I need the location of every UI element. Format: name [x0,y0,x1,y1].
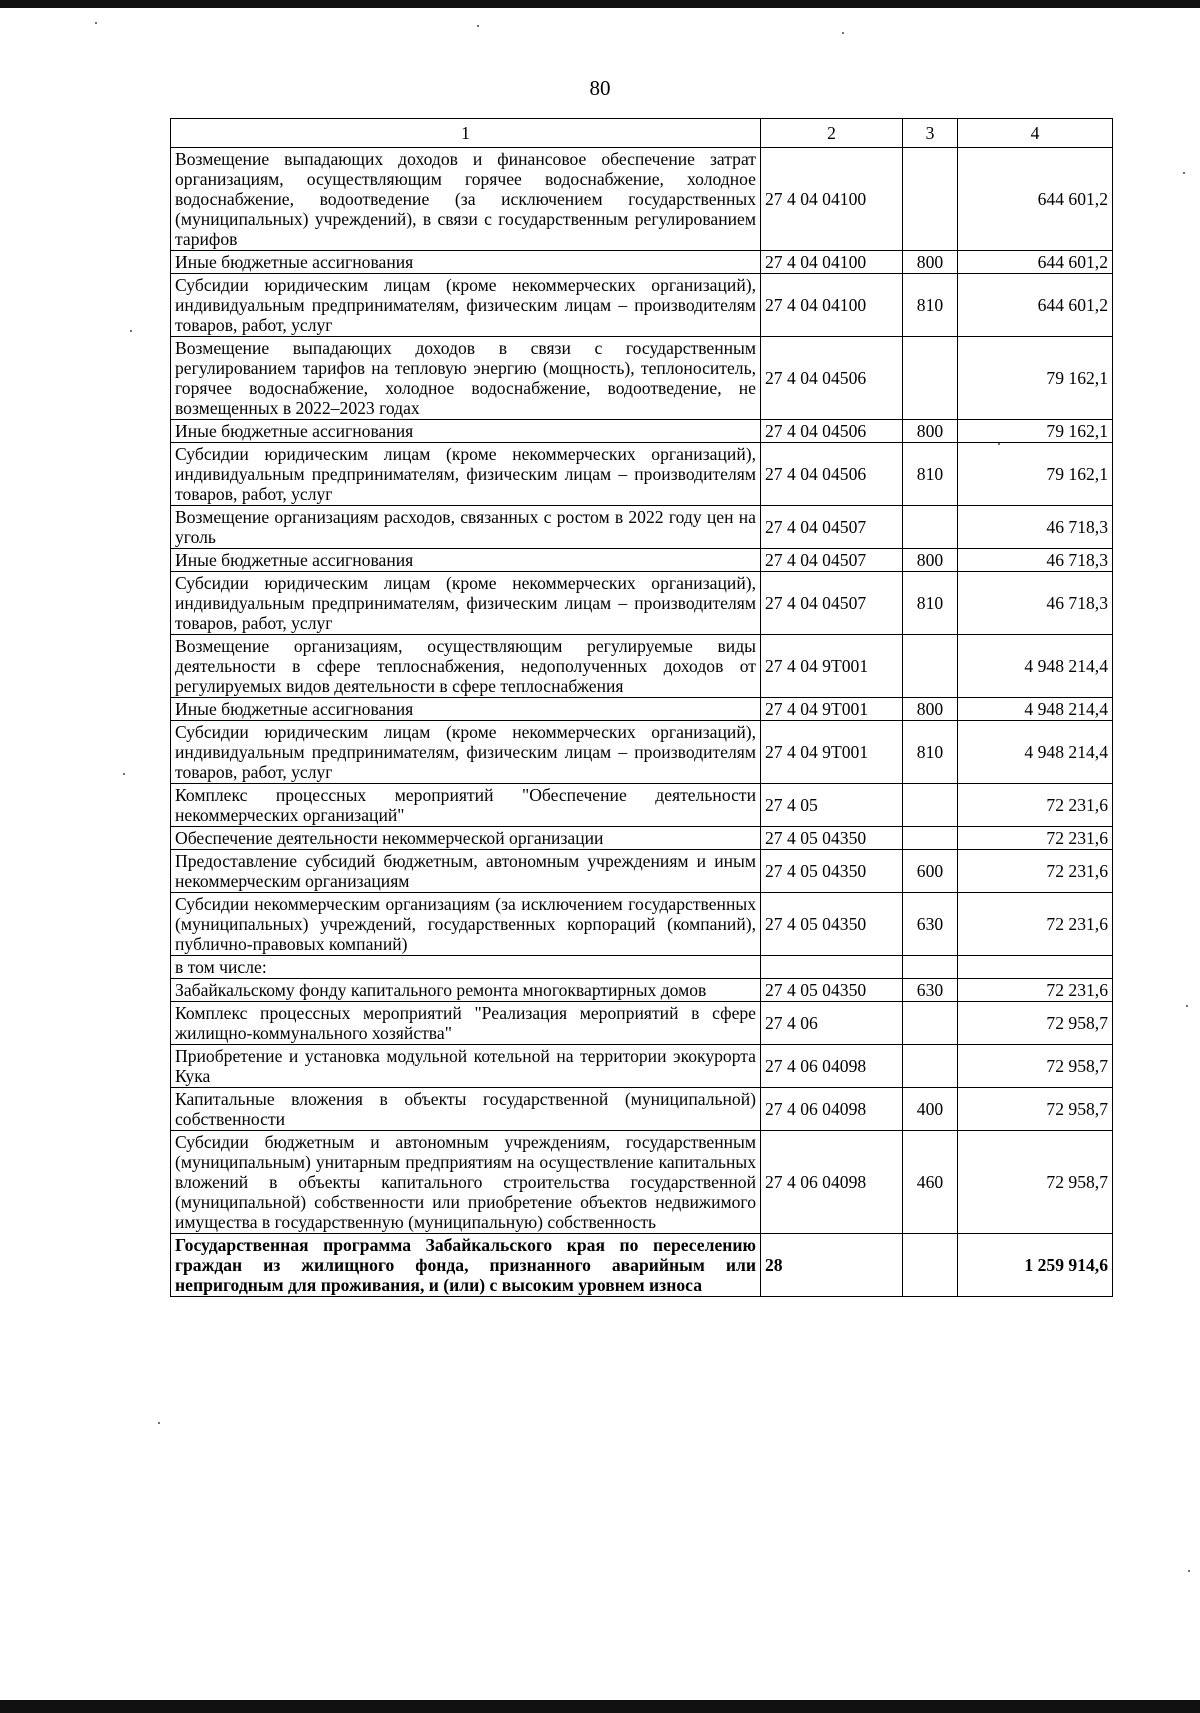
row-code [761,956,903,979]
table-row [171,549,1113,572]
table-row [171,850,1113,893]
row-name: Субсидии юридическим лицам (кроме некоммерческих организаций), индивидуальным предпринимателям, физическим лицам – производителям товаров, работ, услуг [171,274,761,337]
row-amount: 644 601,2 [958,251,1113,274]
row-code: 27 4 05 04350 [761,827,903,850]
table-row [171,506,1113,549]
row-expense-type: 630 [903,979,958,1002]
table-row [171,572,1113,635]
row-name: Возмещение организациям расходов, связанных с ростом в 2022 году цен на уголь [171,506,761,549]
row-expense-type [903,1002,958,1045]
row-name: Иные бюджетные ассигнования [171,549,761,572]
row-amount: 4 948 214,4 [958,721,1113,784]
row-expense-type: 630 [903,893,958,956]
row-expense-type [903,827,958,850]
scan-speck [998,443,1000,445]
scan-speck [1186,1005,1188,1007]
row-name: в том числе: [171,956,761,979]
table-header-row [171,119,1113,148]
row-amount: 72 958,7 [958,1045,1113,1088]
row-expense-type: 600 [903,850,958,893]
row-expense-type: 800 [903,420,958,443]
row-expense-type: 800 [903,698,958,721]
row-code: 27 4 04 04100 [761,251,903,274]
row-amount: 79 162,1 [958,420,1113,443]
table-row [171,443,1113,506]
row-code: 27 4 04 04506 [761,337,903,420]
table-row [171,827,1113,850]
row-amount [958,956,1113,979]
row-code: 27 4 04 04100 [761,274,903,337]
table-row [171,721,1113,784]
scan-speck [123,773,125,775]
row-amount: 46 718,3 [958,549,1113,572]
row-code: 27 4 04 04507 [761,506,903,549]
row-code: 27 4 04 9Т001 [761,698,903,721]
row-code: 27 4 05 [761,784,903,827]
row-amount: 72 231,6 [958,850,1113,893]
row-expense-type [903,1234,958,1297]
row-expense-type [903,148,958,251]
table-row [171,1234,1113,1297]
row-amount: 72 231,6 [958,893,1113,956]
row-amount: 644 601,2 [958,148,1113,251]
row-code: 27 4 04 04506 [761,443,903,506]
row-amount: 46 718,3 [958,506,1113,549]
column-header-2: 2 [761,119,903,148]
table-row [171,1131,1113,1234]
table-row [171,893,1113,956]
scan-top-border [0,0,1200,8]
row-name: Обеспечение деятельности некоммерческой организации [171,827,761,850]
table-row [171,274,1113,337]
table-row [171,635,1113,698]
row-amount: 72 958,7 [958,1131,1113,1234]
row-amount: 79 162,1 [958,337,1113,420]
row-code: 27 4 04 04100 [761,148,903,251]
row-expense-type [903,784,958,827]
row-name: Приобретение и установка модульной котельной на территории экокурорта Кука [171,1045,761,1088]
row-code: 27 4 04 04506 [761,420,903,443]
row-code: 27 4 04 9Т001 [761,721,903,784]
row-expense-type: 460 [903,1131,958,1234]
row-amount: 46 718,3 [958,572,1113,635]
table-row [171,784,1113,827]
scan-speck [842,32,844,34]
row-name: Субсидии некоммерческим организациям (за исключением государственных (муниципальных) учреждений, государственных корпораций (компаний), публично-правовых компаний) [171,893,761,956]
table-row [171,337,1113,420]
row-name: Комплекс процессных мероприятий "Обеспечение деятельности некоммерческих организаций" [171,784,761,827]
row-name: Капитальные вложения в объекты государственной (муниципальной) собственности [171,1088,761,1131]
row-expense-type: 400 [903,1088,958,1131]
row-code: 27 4 05 04350 [761,893,903,956]
row-expense-type [903,956,958,979]
row-name: Возмещение выпадающих доходов в связи с государственным регулированием тарифов на тепловую энергию (мощность), теплоноситель, горячее водоснабжение, холодное водоснабжение, водоотведение, не возмещенных в 2022–2023 годах [171,337,761,420]
row-name: Субсидии бюджетным и автономным учреждениям, государственным (муниципальным) унитарным предприятиям на осуществление капитальных вложений в объекты капитального строительства государственной (муниципальной) собственности или приобретение объектов недвижимого имущества в государственную (муниципальную) собственность [171,1131,761,1234]
row-amount: 79 162,1 [958,443,1113,506]
row-code: 27 4 06 04098 [761,1088,903,1131]
page-number: 80 [589,76,611,100]
scan-speck [130,330,132,332]
scan-speck [1188,1570,1190,1572]
row-name: Предоставление субсидий бюджетным, автономным учреждениям и иным некоммерческим организациям [171,850,761,893]
row-expense-type: 800 [903,251,958,274]
row-name: Забайкальскому фонду капитального ремонта многоквартирных домов [171,979,761,1002]
table-row [171,956,1113,979]
row-amount: 1 259 914,6 [958,1234,1113,1297]
row-amount: 72 231,6 [958,979,1113,1002]
table-row [171,1002,1113,1045]
row-amount: 72 958,7 [958,1002,1113,1045]
scan-speck [477,25,479,27]
column-header-4: 4 [958,119,1113,148]
row-name: Возмещение организациям, осуществляющим регулируемые виды деятельности в сфере теплоснабжения, недополученных доходов от регулируемых видов деятельности в сфере теплоснабжения [171,635,761,698]
row-code: 28 [761,1234,903,1297]
row-code: 27 4 04 04507 [761,572,903,635]
row-amount: 4 948 214,4 [958,635,1113,698]
row-amount: 644 601,2 [958,274,1113,337]
row-expense-type [903,337,958,420]
table-row [171,251,1113,274]
scan-speck [158,1422,160,1424]
row-code: 27 4 06 04098 [761,1131,903,1234]
row-amount: 72 958,7 [958,1088,1113,1131]
row-name: Субсидии юридическим лицам (кроме некоммерческих организаций), индивидуальным предпринимателям, физическим лицам – производителям товаров, работ, услуг [171,572,761,635]
row-amount: 72 231,6 [958,827,1113,850]
row-name: Иные бюджетные ассигнования [171,420,761,443]
row-amount: 4 948 214,4 [958,698,1113,721]
row-name: Возмещение выпадающих доходов и финансовое обеспечение затрат организациям, осуществляющим горячее водоснабжение, холодное водоснабжение, водоотведение (за исключением государственных (муниципальных) учреждений), в связи с государственным регулированием тарифов [171,148,761,251]
row-code: 27 4 04 04507 [761,549,903,572]
row-expense-type [903,506,958,549]
row-code: 27 4 05 04350 [761,850,903,893]
row-name: Иные бюджетные ассигнования [171,251,761,274]
row-name: Комплекс процессных мероприятий "Реализация мероприятий в сфере жилищно-коммунального хозяйства" [171,1002,761,1045]
row-expense-type: 800 [903,549,958,572]
table-row [171,148,1113,251]
column-header-1: 1 [171,119,761,148]
row-name: Субсидии юридическим лицам (кроме некоммерческих организаций), индивидуальным предпринимателям, физическим лицам – производителям товаров, работ, услуг [171,443,761,506]
scan-speck [1183,172,1185,174]
table-row [171,698,1113,721]
scan-bottom-border [0,1700,1200,1713]
row-code: 27 4 06 04098 [761,1045,903,1088]
table-row [171,420,1113,443]
column-header-3: 3 [903,119,958,148]
row-code: 27 4 06 [761,1002,903,1045]
table-row [171,1045,1113,1088]
row-expense-type: 810 [903,572,958,635]
row-expense-type [903,1045,958,1088]
row-name: Субсидии юридическим лицам (кроме некоммерческих организаций), индивидуальным предпринимателям, физическим лицам – производителям товаров, работ, услуг [171,721,761,784]
row-amount: 72 231,6 [958,784,1113,827]
row-code: 27 4 05 04350 [761,979,903,1002]
row-name: Иные бюджетные ассигнования [171,698,761,721]
row-expense-type [903,635,958,698]
row-expense-type: 810 [903,443,958,506]
row-expense-type: 810 [903,274,958,337]
row-expense-type: 810 [903,721,958,784]
table-row [171,979,1113,1002]
row-name: Государственная программа Забайкальского края по переселению граждан из жилищного фонда, признанного аварийным или непригодным для проживания, и (или) с высоким уровнем износа [171,1234,761,1297]
table-row [171,1088,1113,1131]
row-code: 27 4 04 9Т001 [761,635,903,698]
scan-speck [95,22,97,24]
budget-table [170,118,1113,1297]
